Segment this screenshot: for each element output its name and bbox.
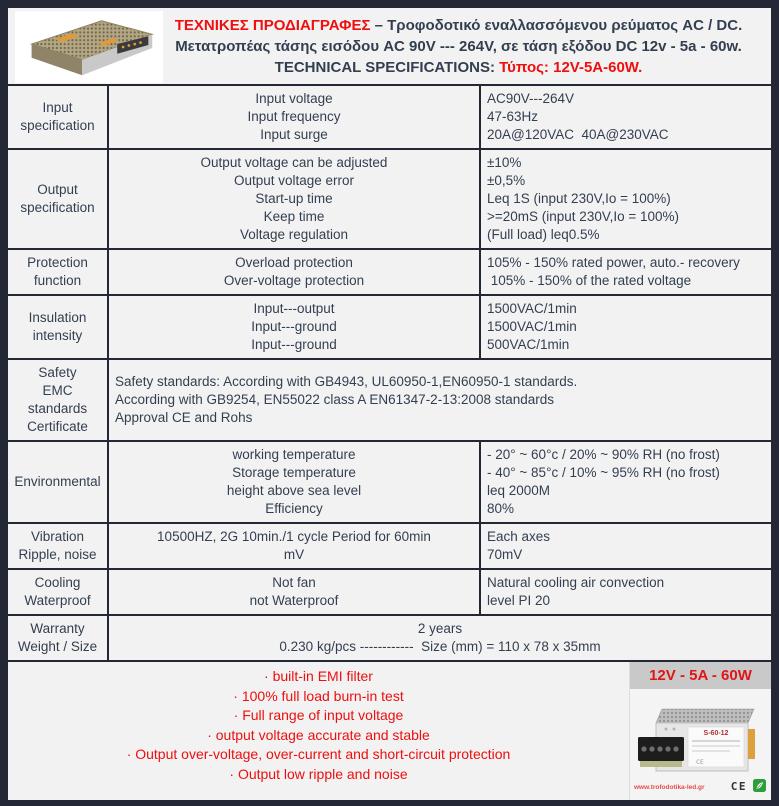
row-parameters [108,523,480,569]
spec-tbody [7,85,772,661]
cell-line: Ripple, noise [18,547,97,562]
row-values [480,441,772,523]
header-title-greek: ΤΕΧΝΙΚΕΣ ΠΡΟΔΙΑΓΡΑΦΕΣ [174,16,371,34]
cell-line: Waterproof [24,593,91,608]
features-cell [7,661,772,801]
row-parameters [108,295,480,359]
cell-line: Natural cooling air convection [487,575,665,590]
row-label [7,295,108,359]
feature-item: · Output over-voltage, over-current and short-circuit protection [126,746,511,762]
row-parameters [108,85,480,149]
header-line-3 [158,57,759,78]
cell-line: ±10% [487,155,522,170]
row-values [480,295,772,359]
cell-line: Start-up time [255,191,333,206]
features-row [7,661,772,801]
feature-item: · Full range of input voltage [233,707,404,723]
row-values [480,149,772,249]
cell-line: level PI 20 [487,593,551,608]
header-tbody [7,7,772,85]
spec-row [7,441,772,523]
psu-photo-top [15,11,163,83]
cell-line: Over-voltage protection [223,273,365,288]
cell-line: Efficiency [265,501,323,516]
cell-line: According with GB9254, EN55022 class A EN61347-2-13:2008 standards [115,392,555,407]
cell-line: function [33,273,82,288]
cell-line: - 20° ~ 60°c / 20% ~ 90% RH (no frost) [487,447,720,462]
cell-line: Output voltage error [233,173,355,188]
cell-line: Input---output [253,301,335,316]
cell-line: working temperature [232,447,356,462]
row-label [7,249,108,295]
cell-line: Each axes [487,529,551,544]
cell-line: Input surge [260,127,328,142]
feature-item: · 100% full load burn-in test [233,687,404,704]
spec-row [7,149,772,249]
row-label [7,359,108,441]
cell-line: 10500HZ, 2G 10min./1 cycle Period for 60min [157,529,431,544]
product-card-website: www.trofodotika-led.gr [634,784,705,791]
features-tbody [7,661,772,801]
row-values [480,523,772,569]
cell-line: 70mV [487,547,523,562]
cell-line: Voltage regulation [239,227,349,242]
leaf-icon [753,778,766,797]
product-card-title: 12V - 5A - 60W [630,662,771,689]
cell-line: Input voltage [255,91,333,106]
cell-line: Output voltage can be adjusted [200,155,388,170]
header-title-rest: – Τροφοδοτικό εναλλασσόμενου ρεύματος AC / DC. [370,16,743,34]
row-values [480,85,772,149]
cell-line: Input---ground [251,337,337,352]
cell-line: Overload protection [235,255,353,270]
cell-line: 1500VAC/1min [487,319,577,334]
row-label [7,523,108,569]
spec-row [7,249,772,295]
row-label [7,85,108,149]
cell-line: Environmental [14,474,101,489]
product-card-body [630,689,771,800]
cell-line: 80% [487,501,515,516]
cell-line: leq 2000M [487,483,551,498]
cell-line: 0.230 kg/pcs ------------ Size (mm) = 110 x 78 x 35mm [279,639,601,654]
header-specs-label: TECHNICAL SPECIFICATIONS: [274,58,500,76]
cell-line: Certificate [27,419,88,434]
psu-photo-card-drawing [634,695,766,783]
cell-line: Input---ground [251,319,337,334]
row-parameters [108,249,480,295]
cell-line: Warranty [30,621,85,636]
cell-line: not Waterproof [249,593,339,608]
row-label [7,615,108,661]
cell-line: 47-63Hz [487,109,539,124]
cell-line: Storage temperature [232,465,356,480]
psu-photo-top-drawing [15,11,163,83]
feature-item: · built-in EMI filter [264,668,373,684]
cell-line: Cooling [34,575,81,590]
cell-line: height above sea level [226,483,362,498]
row-label [7,441,108,523]
cell-line: Output [37,182,78,197]
features-list [8,662,629,800]
cell-line: intensity [32,328,83,343]
row-values [480,569,772,615]
cell-line: Approval CE and Rohs [115,410,253,425]
cell-line: >=20mS (input 230V,Io = 100%) [487,209,680,224]
svg-text:CE: CE [696,758,704,766]
cell-line: 500VAC/1min [487,337,570,352]
header-type-label: Τύπος: 12V-5A-60W. [499,58,643,76]
cell-line: Protection [27,255,88,270]
cell-line: 105% - 150% of the rated voltage [487,273,692,288]
cell-line: 20A@120VAC 40A@230VAC [487,127,669,142]
cell-line: specification [20,200,95,215]
product-card [629,662,771,800]
spec-row [7,359,772,441]
spec-row [7,85,772,149]
cell-line: EMC standards [27,383,88,416]
cell-line: (Full load) leq0.5% [487,227,600,242]
cell-line: 105% - 150% rated power, auto.- recovery [487,255,740,270]
ce-mark: CE [730,780,747,793]
cell-line: - 40° ~ 85°c / 10% ~ 95% RH (no frost) [487,465,720,480]
spec-row [7,295,772,359]
row-merged-value [108,359,772,441]
cell-line: Safety [38,365,77,380]
row-merged-value [108,615,772,661]
row-label [7,569,108,615]
sheet-header [7,7,772,85]
header-row [7,7,772,85]
cell-line: Vibration [30,529,85,544]
feature-item: · Output low ripple and noise [229,765,408,782]
cell-line: 1500VAC/1min [487,301,577,316]
spec-row [7,523,772,569]
header-line-2: Μετατροπέας τάσης εισόδου AC 90V --- 264V, σε τάση εξόδου DC 12v - 5a - 60w. [175,37,742,55]
header-text [158,15,759,78]
spec-row [7,569,772,615]
cell-line: mV [283,547,305,562]
row-values [480,249,772,295]
cell-line: AC90V---264V [487,91,575,106]
cell-line: Safety standards: According with GB4943, UL60950-1,EN60950-1 standards. [115,374,578,389]
cell-line: Leq 1S (input 230V,Io = 100%) [487,191,671,206]
cell-line: Input [42,100,73,115]
psu-model-label: S-60-12 [703,730,729,737]
cell-line: Insulation [28,310,87,325]
cell-line: specification [20,118,95,133]
feature-item: · output voltage accurate and stable [207,726,430,743]
cell-line: 2 years [417,621,463,636]
cell-line: Input frequency [247,109,341,124]
cell-line: Weight / Size [17,639,98,654]
spec-table [6,6,773,802]
row-parameters [108,149,480,249]
header-line-1 [158,15,759,36]
row-parameters [108,569,480,615]
cell-line: ±0,5% [487,173,526,188]
cell-line: Keep time [263,209,325,224]
row-parameters [108,441,480,523]
spec-row [7,615,772,661]
cell-line: Not fan [272,575,316,590]
row-label [7,149,108,249]
